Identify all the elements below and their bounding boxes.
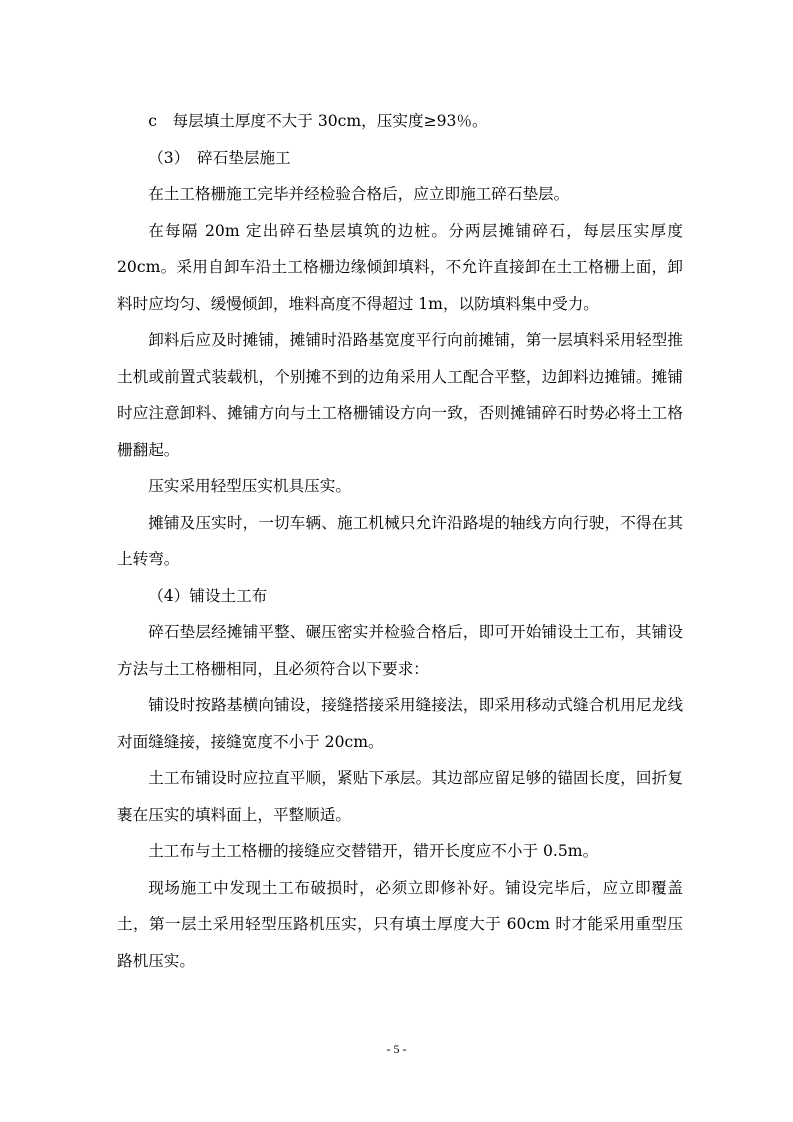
paragraph: 压实采用轻型压实机具压实。 xyxy=(148,477,351,495)
body-text xyxy=(117,103,683,979)
section-heading-gravel-cushion: （3） 碎石垫层施工 xyxy=(148,148,291,167)
paragraph: 碎石垫层经摊铺平整、碾压密实并检验合格后，即可开始铺设土工布，其铺设方法与土工格栅相同，且必须符合以下要求： xyxy=(117,623,683,678)
section-heading-geotextile: （4）铺设土工布 xyxy=(148,586,268,605)
paragraph-compaction-requirement: c 每层填土厚度不大于 30cm，压实度≥93％。 xyxy=(148,112,488,130)
paragraph: 在每隔 20m 定出碎石垫层填筑的边桩。分两层摊铺碎石，每层压实厚度 20cm。采用自卸车沿土工格栅边缘倾卸填料，不允许直接卸在土工格栅上面，卸料时应均匀、缓慢倾卸，堆料高度不得超过 1m，以防填料集中受力。 xyxy=(117,221,683,313)
paragraph: 摊铺及压实时，一切车辆、施工机械只允许沿路堤的轴线方向行驶，不得在其上转弯。 xyxy=(117,513,683,568)
paragraph: 土工布与土工格栅的接缝应交替错开，错开长度应不小于 0.5m。 xyxy=(148,842,599,860)
paragraph: 铺设时按路基横向铺设，接缝搭接采用缝接法，即采用移动式缝合机用尼龙线对面缝缝接，接缝宽度不小于 20cm。 xyxy=(117,696,683,751)
paragraph: 卸料后应及时摊铺，摊铺时沿路基宽度平行向前摊铺，第一层填料采用轻型推土机或前置式装载机，个别摊不到的边角采用人工配合平整，边卸料边摊铺。摊铺时应注意卸料、摊铺方向与土工格栅铺设方向一致，否则摊铺碎石时势必将土工格栅翻起。 xyxy=(117,331,683,459)
page-number: - 5 - xyxy=(386,1042,407,1056)
paragraph: 土工布铺设时应拉直平顺，紧贴下承层。其边部应留足够的锚固长度，回折复裹在压实的填料面上，平整顺适。 xyxy=(117,769,683,824)
paragraph: 现场施工中发现土工布破损时，必须立即修补好。铺设完毕后，应立即覆盖土，第一层土采用轻型压路机压实，只有填土厚度大于 60cm 时才能采用重型压路机压实。 xyxy=(117,878,683,970)
paragraph: 在土工格栅施工完毕并经检验合格后，应立即施工碎石垫层。 xyxy=(148,185,570,203)
